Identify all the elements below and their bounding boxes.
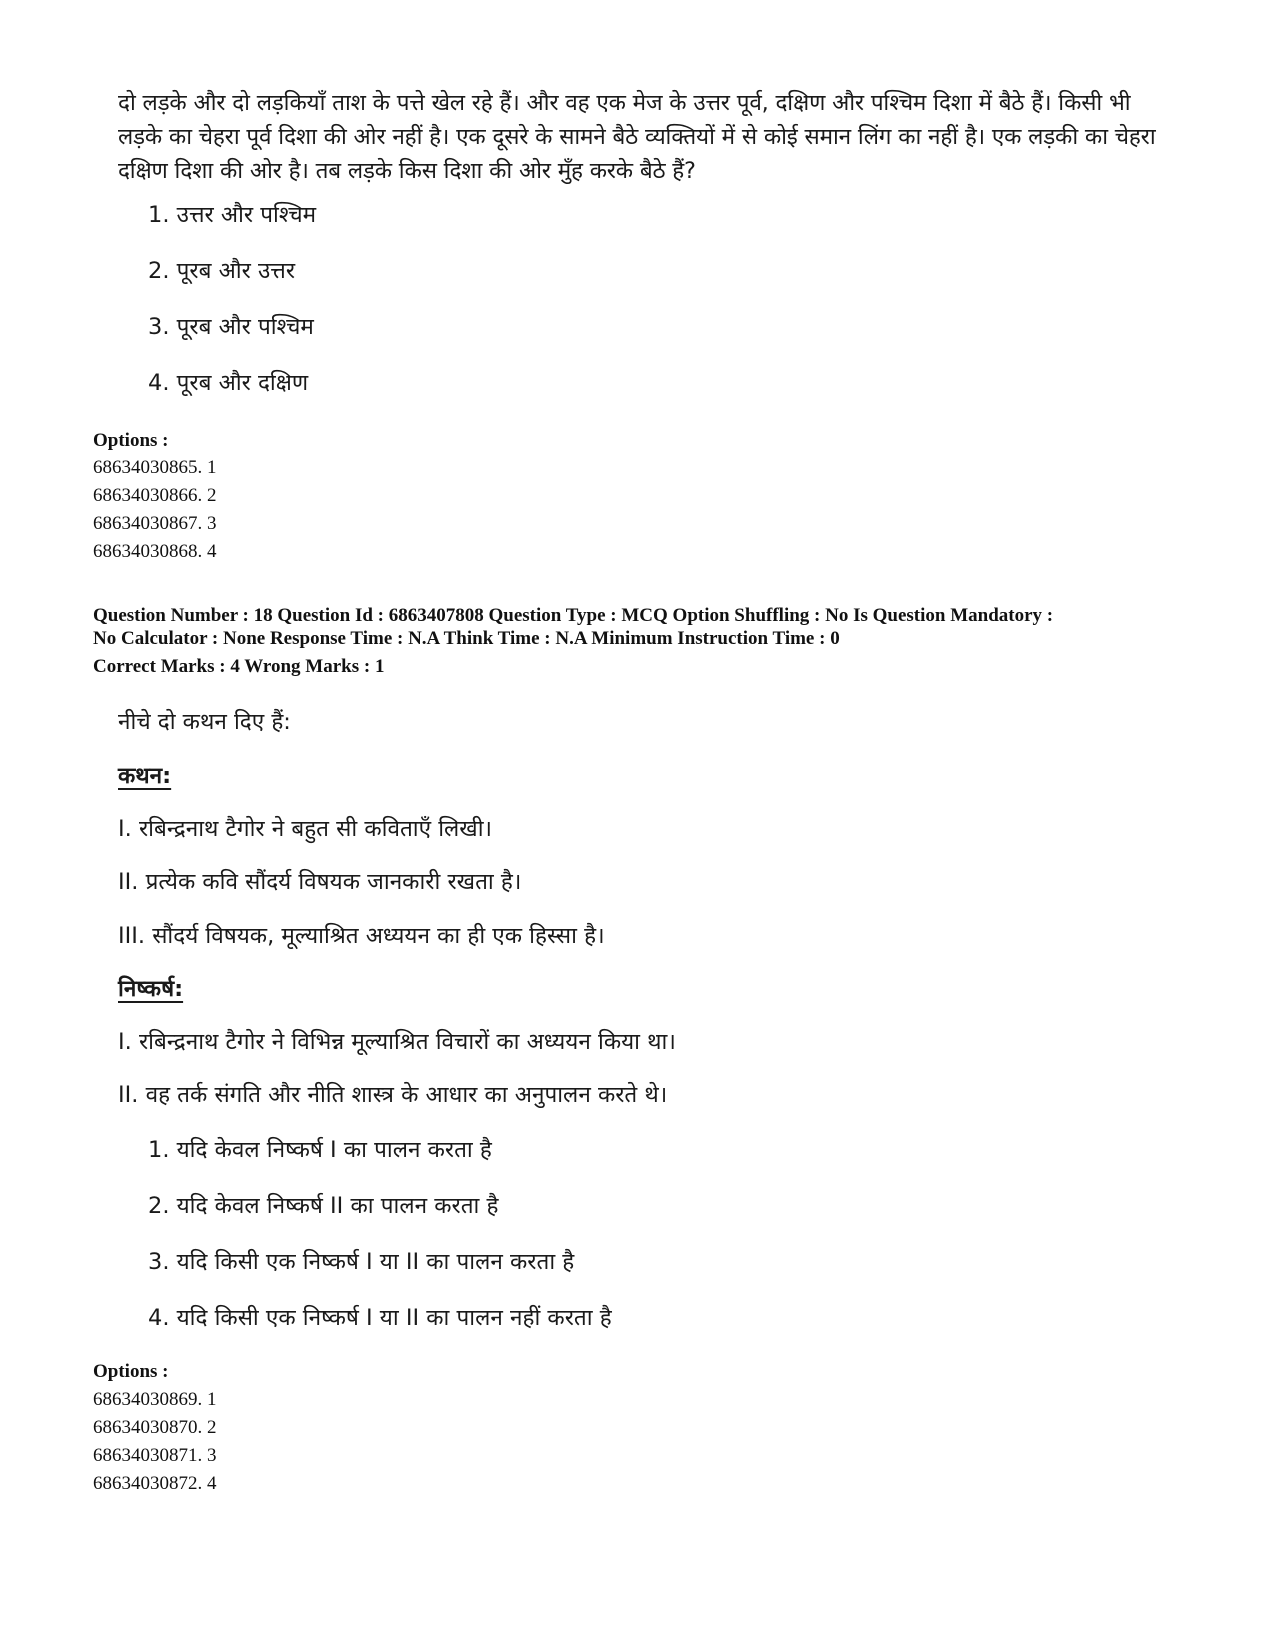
q17-options-label: Options :	[93, 430, 169, 451]
q18-option-4: 68634030872. 4	[93, 1473, 217, 1494]
q18-meta-line-2: No Calculator : None Response Time : N.A Think Time : N.A Minimum Instruction Time : 0	[93, 628, 840, 649]
q18-meta-line-3: Correct Marks : 4 Wrong Marks : 1	[93, 656, 385, 677]
q18-meta-line-1: Question Number : 18 Question Id : 6863407808 Question Type : MCQ Option Shuffling : No Is Question Mandatory :	[93, 605, 1054, 626]
q18-statement-1: I. रबिन्द्रनाथ टैगोर ने बहुत सी कविताएँ लिखी।	[118, 816, 493, 842]
q18-choice-3: 3. यदि किसी एक निष्कर्ष I या II का पालन करता है	[148, 1249, 575, 1275]
q18-choice-1: 1. यदि केवल निष्कर्ष I का पालन करता है	[148, 1137, 492, 1163]
q18-option-1: 68634030869. 1	[93, 1389, 217, 1410]
q17-option-3: 68634030867. 3	[93, 513, 217, 534]
q17-choice-3: 3. पूरब और पश्चिम	[148, 314, 314, 340]
q17-question-text: दो लड़के और दो लड़कियाँ ताश के पत्ते खेल रहे हैं। और वह एक मेज के उत्तर पूर्व, दक्षिण और पश्चिम दिशा में बैठे हैं। किसी भी लड़के का चेहरा पूर्व दिशा की ओर नहीं है। एक दूसरे के सामने बैठे व्यक्तियों में से कोई समान लिंग का नहीं है। एक लड़की का चेहरा दक्षिण दिशा की ओर है। तब लड़के किस दिशा की ओर मुँह करके बैठे हैं?	[118, 90, 1156, 184]
q18-statement-3: III. सौंदर्य विषयक, मूल्याश्रित अध्ययन का ही एक हिस्सा है।	[118, 923, 605, 949]
q17-option-1: 68634030865. 1	[93, 457, 217, 478]
q18-choice-2: 2. यदि केवल निष्कर्ष II का पालन करता है	[148, 1193, 499, 1219]
q17-option-2: 68634030866. 2	[93, 485, 217, 506]
q18-choice-4: 4. यदि किसी एक निष्कर्ष I या II का पालन नहीं करता है	[148, 1305, 612, 1331]
q18-options-label: Options :	[93, 1361, 169, 1382]
q18-option-3: 68634030871. 3	[93, 1445, 217, 1466]
q17-option-4: 68634030868. 4	[93, 541, 217, 562]
q18-option-2: 68634030870. 2	[93, 1417, 217, 1438]
q17-choice-1: 1. उत्तर और पश्चिम	[148, 202, 317, 228]
q18-statements-heading: कथन:	[118, 763, 172, 789]
q18-conclusions-heading: निष्कर्ष:	[118, 976, 184, 1002]
q18-conclusion-2: II. वह तर्क संगति और नीति शास्त्र के आधार का अनुपालन करते थे।	[118, 1082, 668, 1108]
q18-conclusion-1: I. रबिन्द्रनाथ टैगोर ने विभिन्न मूल्याश्रित विचारों का अध्ययन किया था।	[118, 1029, 676, 1055]
q18-intro: नीचे दो कथन दिए हैं:	[118, 709, 291, 735]
q17-choice-2: 2. पूरब और उत्तर	[148, 258, 296, 284]
q17-choice-4: 4. पूरब और दक्षिण	[148, 370, 309, 396]
q18-statement-2: II. प्रत्येक कवि सौंदर्य विषयक जानकारी रखता है।	[118, 869, 522, 895]
